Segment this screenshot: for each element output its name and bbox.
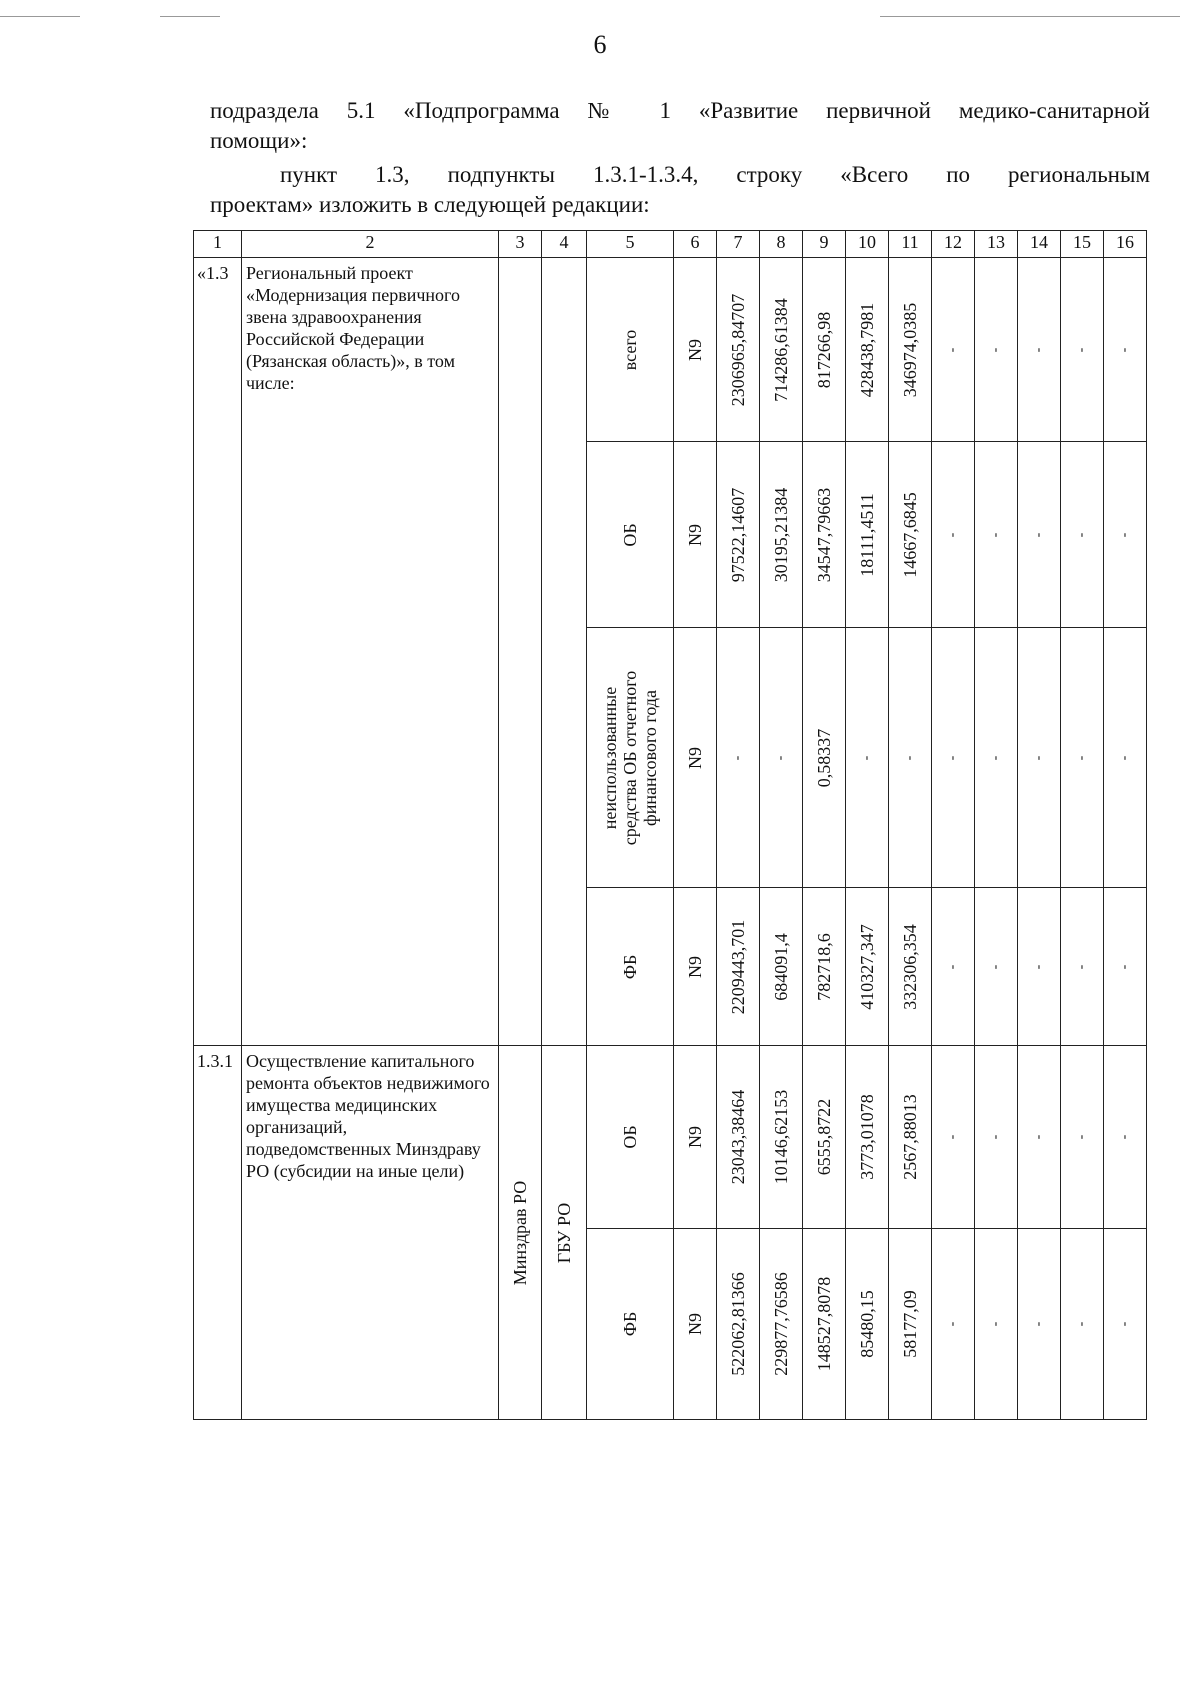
amount-value-cell: [975, 1046, 1018, 1229]
budget-code-cell: [674, 258, 717, 442]
amount-value-cell: [846, 1046, 889, 1229]
amount-value: 817266,98: [814, 311, 834, 388]
amount-value: -: [1031, 755, 1046, 760]
amount-value: -: [1117, 1321, 1132, 1327]
amount-value-cell: [803, 888, 846, 1046]
amount-value: -: [1031, 532, 1046, 537]
budget-code: N9: [685, 523, 705, 546]
col-header: 3: [499, 231, 542, 258]
amount-value-cell: [889, 258, 932, 442]
intro-line-1: подраздела 5.1 «Подпрограмма № 1 «Развитие первичной медико-санитарной: [210, 98, 1150, 123]
budget-code: N9: [685, 338, 705, 361]
amount-value-cell: [889, 1046, 932, 1229]
empty-cell: [542, 258, 587, 1046]
funding-source: ОБ: [620, 1125, 640, 1149]
funding-source: ФБ: [620, 1311, 640, 1337]
row-number: 1.3.1: [194, 1046, 242, 1420]
budget-code-cell: [674, 1046, 717, 1229]
empty-cell: [499, 258, 542, 1046]
amount-value: 428438,7981: [857, 302, 877, 397]
amount-value: 85480,15: [857, 1290, 877, 1358]
amount-value-cell: [975, 628, 1018, 888]
amount-value-cell: [1018, 442, 1061, 628]
amount-value-cell: [717, 628, 760, 888]
amount-value: 0,58337: [814, 728, 834, 787]
amount-value: 2209443,701: [728, 919, 748, 1014]
budget-code-cell: [674, 888, 717, 1046]
amount-value: 522062,81366: [728, 1272, 748, 1376]
funding-source-cell: [587, 1046, 674, 1229]
row-group-1-3: [194, 258, 1147, 1046]
col-header: 12: [932, 231, 975, 258]
amount-value-cell: [932, 628, 975, 888]
amount-value: -: [730, 755, 745, 760]
amount-value: 782718,6: [814, 932, 834, 1001]
amount-value: -: [988, 532, 1003, 537]
amount-value-cell: [1061, 628, 1104, 888]
amount-value-cell: [932, 888, 975, 1046]
amount-value-cell: [1061, 1229, 1104, 1420]
amount-value: -: [1031, 1134, 1046, 1140]
co-executor-cell: [542, 1046, 587, 1420]
amount-value-cell: [1104, 1229, 1147, 1420]
col-header: 2: [242, 231, 499, 258]
funding-source-cell: [587, 628, 674, 888]
amount-value: 346974,0385: [900, 302, 920, 397]
row-description: Региональный проект «Модернизация первичного звена здравоохранения Российской Федерации (Рязанская область)», в том числе:: [242, 258, 499, 1046]
amount-value-cell: [760, 888, 803, 1046]
amount-value-cell: [803, 628, 846, 888]
scan-artifact: [160, 16, 220, 17]
amount-value-cell: [932, 1046, 975, 1229]
amount-value: -: [1074, 1321, 1089, 1327]
amount-value-cell: [760, 1229, 803, 1420]
amount-value: 6555,8722: [814, 1098, 834, 1176]
amount-value: -: [945, 755, 960, 760]
responsible-executor: Минздрав РО: [510, 1180, 530, 1285]
row-number: «1.3: [194, 258, 242, 1046]
amount-value-cell: [803, 442, 846, 628]
amount-value-cell: [932, 442, 975, 628]
amount-value: -: [1031, 347, 1046, 352]
amount-value-cell: [975, 1229, 1018, 1420]
amount-value-cell: [760, 442, 803, 628]
amount-value-cell: [975, 258, 1018, 442]
amount-value-cell: [1104, 628, 1147, 888]
amount-value-cell: [1018, 1229, 1061, 1420]
amount-value: 684091,4: [771, 932, 791, 1001]
amount-value-cell: [932, 1229, 975, 1420]
amount-value: -: [1074, 755, 1089, 760]
amount-value: 714286,61384: [771, 297, 791, 402]
amount-value: 58177,09: [900, 1290, 920, 1358]
responsible-executor-cell: [499, 1046, 542, 1420]
amount-value: -: [1074, 1134, 1089, 1140]
amount-value: -: [773, 755, 788, 760]
amount-value-cell: [846, 888, 889, 1046]
col-header: 4: [542, 231, 587, 258]
amount-value-cell: [975, 442, 1018, 628]
col-header: 9: [803, 231, 846, 258]
amount-value-cell: [889, 628, 932, 888]
row-group-1-3-1: [194, 1046, 1147, 1420]
amount-value-cell: [1018, 888, 1061, 1046]
table-row: [194, 258, 1147, 442]
scan-artifact: [880, 16, 1180, 17]
amount-value: -: [1117, 964, 1132, 969]
amount-value-cell: [717, 258, 760, 442]
amount-value: 2306965,84707: [728, 293, 748, 406]
budget-code: N9: [685, 746, 705, 769]
amount-value: -: [1031, 1321, 1046, 1327]
amount-value-cell: [889, 442, 932, 628]
amount-value: 23043,38464: [728, 1089, 748, 1185]
amount-value-cell: [846, 1229, 889, 1420]
funding-source: ФБ: [620, 954, 640, 979]
amount-value-cell: [1104, 888, 1147, 1046]
amount-value: 3773,01078: [857, 1094, 877, 1180]
amount-value: 97522,14607: [728, 487, 748, 582]
amount-value-cell: [1061, 1046, 1104, 1229]
amount-value-cell: [975, 888, 1018, 1046]
co-executor: ГБУ РО: [554, 1202, 574, 1263]
amount-value-cell: [932, 258, 975, 442]
amount-value: 148527,8078: [814, 1276, 834, 1372]
amount-value-cell: [760, 628, 803, 888]
amount-value: -: [859, 755, 874, 760]
amount-value-cell: [803, 1229, 846, 1420]
col-header: 10: [846, 231, 889, 258]
table-row: [194, 1046, 1147, 1229]
funding-source-cell: [587, 888, 674, 1046]
amount-value: 332306,354: [900, 923, 920, 1010]
col-header: 1: [194, 231, 242, 258]
amount-value: 410327,347: [857, 923, 877, 1010]
amount-value: -: [1117, 532, 1132, 537]
page-number: 6: [593, 30, 607, 59]
amount-value: 2567,88013: [900, 1094, 920, 1180]
amount-value-cell: [717, 1229, 760, 1420]
funding-source-cell: [587, 258, 674, 442]
amount-value: -: [1074, 347, 1089, 352]
budget-table: [193, 230, 1147, 1420]
amount-value-cell: [846, 628, 889, 888]
amount-value: -: [988, 964, 1003, 969]
col-header: 13: [975, 231, 1018, 258]
amount-value: 34547,79663: [814, 487, 834, 582]
amount-value-cell: [717, 1046, 760, 1229]
amount-value: -: [945, 347, 960, 352]
intro-line-2: пункт 1.3, подпункты 1.3.1-1.3.4, строку «Всего по региональным: [280, 162, 1150, 187]
amount-value-cell: [1061, 442, 1104, 628]
budget-code-cell: [674, 628, 717, 888]
amount-value: -: [1074, 532, 1089, 537]
col-header: 16: [1104, 231, 1147, 258]
amount-value: -: [945, 532, 960, 537]
amount-value-cell: [1018, 1046, 1061, 1229]
amount-value: -: [988, 1321, 1003, 1327]
amount-value-cell: [1104, 442, 1147, 628]
amount-value: 18111,4511: [857, 492, 877, 577]
funding-source-cell: [587, 1229, 674, 1420]
funding-source: всего: [620, 329, 640, 370]
scan-artifact: [0, 16, 80, 17]
amount-value: 229877,76586: [771, 1272, 791, 1376]
funding-source: ОБ: [620, 522, 640, 547]
col-header: 14: [1018, 231, 1061, 258]
amount-value-cell: [1104, 258, 1147, 442]
amount-value-cell: [760, 1046, 803, 1229]
amount-value-cell: [803, 258, 846, 442]
amount-value: 14667,6845: [900, 491, 920, 578]
amount-value: -: [988, 347, 1003, 352]
amount-value: -: [988, 755, 1003, 760]
amount-value: -: [1031, 964, 1046, 969]
header-row: [194, 231, 1147, 258]
amount-value: 30195,21384: [771, 487, 791, 582]
amount-value-cell: [717, 888, 760, 1046]
amount-value: -: [988, 1134, 1003, 1140]
amount-value-cell: [1061, 888, 1104, 1046]
col-header: 8: [760, 231, 803, 258]
col-header: 6: [674, 231, 717, 258]
budget-code: N9: [685, 1126, 705, 1148]
col-header: 11: [889, 231, 932, 258]
amount-value: -: [1117, 347, 1132, 352]
amount-value: 10146,62153: [771, 1089, 791, 1185]
amount-value: -: [945, 964, 960, 969]
amount-value: -: [945, 1134, 960, 1140]
row-description: Осуществление капитального ремонта объектов недвижимого имущества медицинских организаций, подведомственных Минздраву РО (субсидии на иные цели): [242, 1046, 499, 1420]
budget-code-cell: [674, 442, 717, 628]
amount-value-cell: [1104, 1046, 1147, 1229]
amount-value-cell: [1018, 628, 1061, 888]
amount-value: -: [1117, 1134, 1132, 1140]
col-header: 7: [717, 231, 760, 258]
col-header: 15: [1061, 231, 1104, 258]
amount-value-cell: [889, 1229, 932, 1420]
amount-value-cell: [1018, 258, 1061, 442]
amount-value: -: [1117, 755, 1132, 760]
intro-line-1-end: помощи»:: [210, 128, 308, 153]
amount-value-cell: [717, 442, 760, 628]
amount-value: -: [902, 755, 917, 760]
amount-value-cell: [846, 442, 889, 628]
amount-value-cell: [889, 888, 932, 1046]
amount-value-cell: [760, 258, 803, 442]
funding-source-cell: [587, 442, 674, 628]
funding-source: неиспользованные средства ОБ отчетного финансового года: [600, 670, 660, 845]
amount-value: -: [945, 1321, 960, 1327]
col-header: 5: [587, 231, 674, 258]
intro-line-2-end: проектам» изложить в следующей редакции:: [210, 192, 650, 217]
budget-code-cell: [674, 1229, 717, 1420]
amount-value-cell: [1061, 258, 1104, 442]
budget-code: N9: [685, 955, 705, 978]
amount-value-cell: [803, 1046, 846, 1229]
amount-value: -: [1074, 964, 1089, 969]
budget-code: N9: [685, 1313, 705, 1335]
amount-value-cell: [846, 258, 889, 442]
